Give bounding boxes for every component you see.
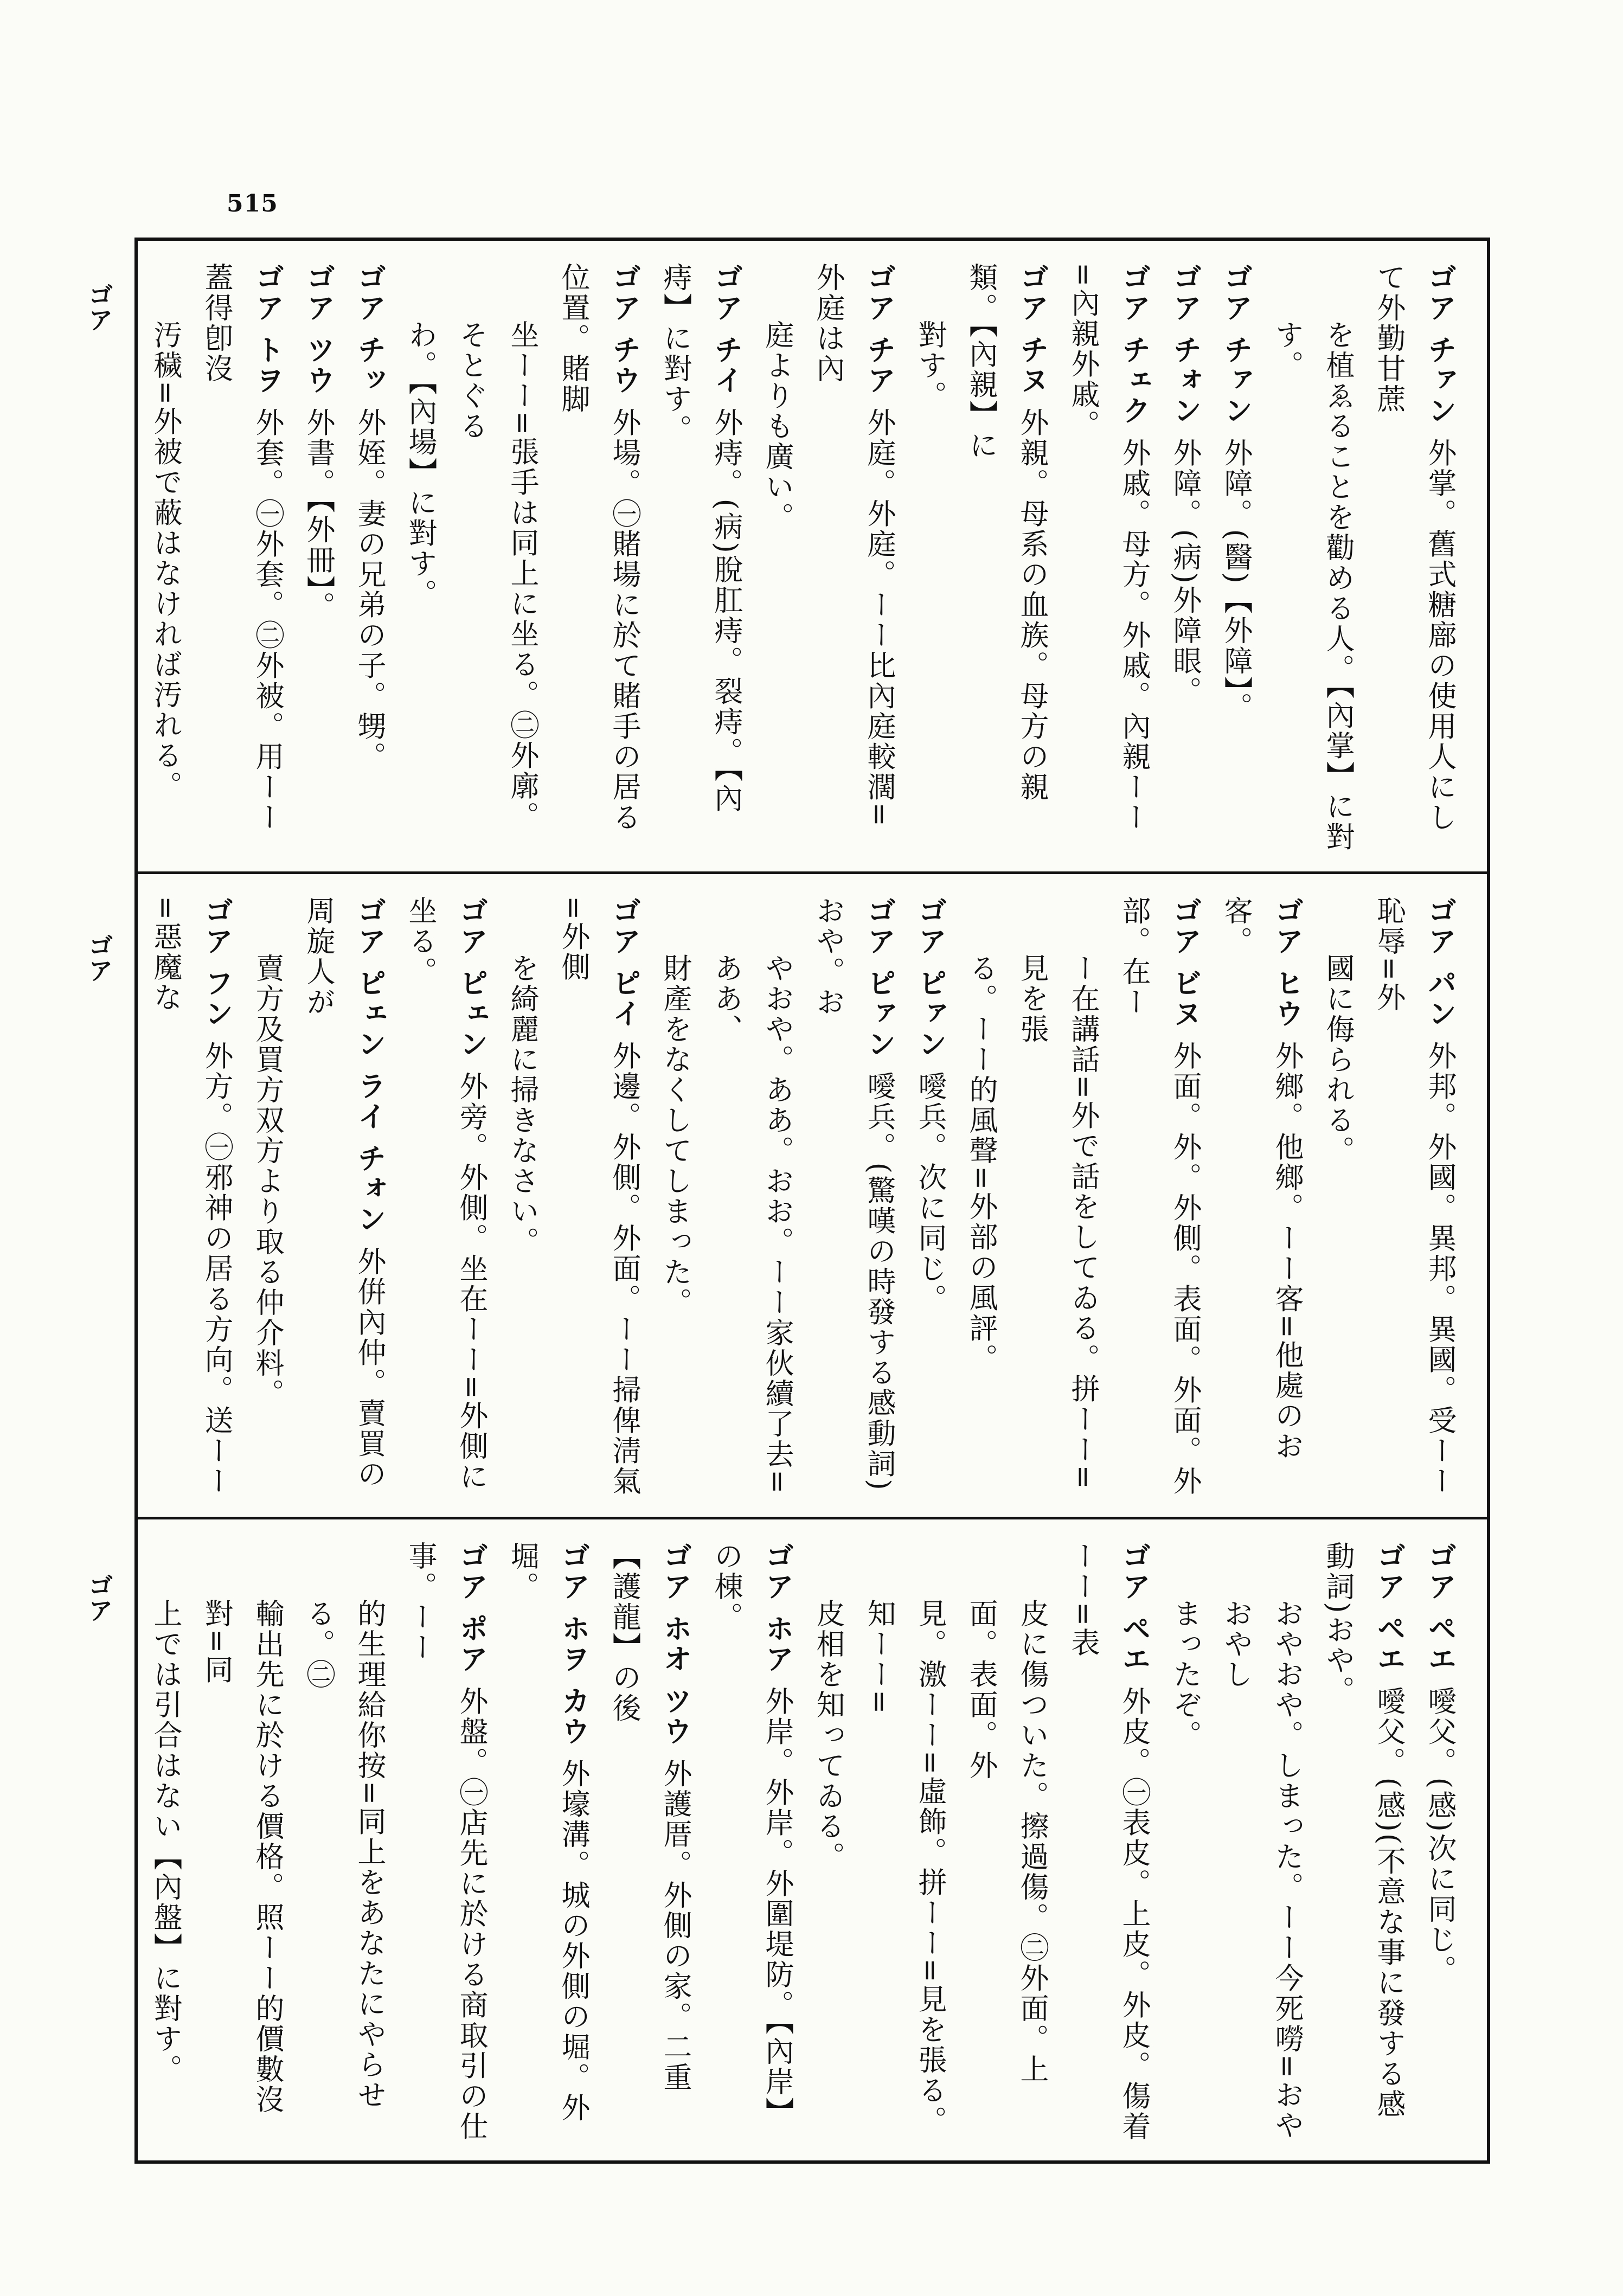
entry-definition: まったぞ。 — [1169, 1599, 1202, 1750]
entry-continuation-line — [904, 262, 955, 855]
entry-continuation-line — [395, 262, 446, 855]
entry-continuation-line — [1210, 1541, 1312, 2144]
dictionary-entry — [1363, 896, 1465, 1500]
dictionary-entry — [1159, 262, 1210, 855]
entry-definition: 外障。(病)外障眼。 — [1169, 438, 1202, 707]
entry-definition: 噯父。(感)(不意な事に發する感動詞)おや。 — [1322, 1541, 1406, 2120]
entry-continuation-line — [1006, 896, 1108, 1500]
dictionary-entry — [293, 262, 344, 855]
entry-continuation-line — [140, 262, 191, 855]
entry-definition: ー在講話=外で話をしてゐる。拼ーー=見を張 — [1016, 953, 1100, 1491]
entry-definition: 外旁。外側。坐在ーー=外側に坐る。 — [404, 896, 488, 1492]
page-frame — [134, 238, 1490, 2164]
entry-headword: ゴア チォン — [1169, 262, 1202, 426]
entry-definition: わ。【內場】に對す。 — [404, 320, 437, 610]
section-top — [138, 241, 1487, 874]
entry-definition: 噯兵。次に同じ。 — [914, 1071, 947, 1314]
dictionary-entry — [803, 896, 904, 1500]
dictionary-entry — [395, 1541, 497, 2144]
dictionary-entry — [140, 896, 242, 1500]
entry-definition: 外親。母系の血族。母方の親類。【內親】に — [965, 262, 1049, 803]
entry-headword: ゴア ツウ — [302, 262, 335, 396]
entry-continuation-line — [138, 896, 140, 1500]
dictionary-entry — [293, 896, 395, 1500]
dictionary-entry — [1210, 896, 1312, 1500]
dictionary-entry — [138, 1541, 140, 2144]
entry-definition: 汚穢=外被で蔽はなければ汚れる。 — [149, 320, 182, 801]
entry-definition: 賣方及買方双方より取る仲介料。 — [251, 953, 284, 1409]
entry-headword: ゴア ピイ — [608, 896, 641, 1029]
entry-headword: ゴア パン — [1423, 896, 1457, 1029]
entry-headword: ゴア ホア — [761, 1541, 794, 1675]
dictionary-entry — [1057, 262, 1159, 855]
entry-headword: ゴア チェク — [1118, 262, 1151, 426]
entry-continuation-line — [191, 1541, 293, 2144]
entry-definition: 外障。(醫)【外障】。 — [1220, 438, 1253, 723]
entry-definition: 外戚。母方。外戚。內親ーー=內親外戚。 — [1067, 262, 1151, 833]
entries-top — [138, 262, 1465, 855]
entry-definition: 外倂內仲。賣買の周旋人が — [302, 896, 386, 1490]
section-middle — [138, 874, 1487, 1519]
dictionary-entry — [548, 262, 650, 855]
entry-continuation-line — [140, 1541, 191, 2144]
entry-definition: 外邊。外側。外面。ーー掃俾淸氣=外側 — [557, 896, 641, 1497]
entry-definition: を植ゑることを勸める人。【內掌】に對す。 — [1271, 320, 1355, 852]
entry-definition: 見。激ーー=虛飾。拼ーー=見を張る。知ーー= — [863, 1599, 947, 2136]
entry-continuation-line — [293, 1541, 395, 2144]
entry-definition: 皮に傷ついた。擦過傷。㊁外面。上面。表面。外 — [965, 1599, 1049, 2085]
entry-definition: 外場。㊀賭場に於て賭手の居る位置。賭脚 — [557, 262, 641, 833]
margin-header-middle: ゴア — [85, 933, 114, 983]
entry-continuation-line — [752, 262, 803, 855]
entry-continuation-line — [854, 1541, 955, 2144]
dictionary-entry — [955, 262, 1057, 855]
entry-definition: 外套。㊀外套。㊁外被。用ーー蓋得卽沒 — [200, 262, 284, 833]
entry-definition: おやおや。しまった。ーー今死嘮=おやおやし — [1220, 1599, 1304, 2141]
entry-headword: ゴア ピェン ライ チォン — [353, 896, 386, 1235]
entry-definition: 對す。 — [914, 320, 947, 411]
dictionary-entry — [1312, 1541, 1414, 2144]
entry-headword: ゴア フン — [200, 896, 233, 1029]
entry-definition: 外書。【外冊】。 — [302, 407, 335, 622]
entry-definition: 外掌。舊式糖廍の使用人にして外勤甘蔗 — [1372, 262, 1457, 833]
dictionary-entry — [395, 896, 497, 1500]
entry-definition: 噯父。(感)次に同じ。 — [1423, 1686, 1457, 1985]
entry-definition: 外方。㊀邪神の居る方向。送ーー=惡魔な — [149, 896, 233, 1497]
dictionary-entry — [701, 1541, 803, 2144]
entry-definition: 庭よりも廣い。 — [761, 320, 794, 533]
entry-definition: 的生理給你按=同上をあなたにやらせる。㊁ — [302, 1599, 386, 2111]
entry-headword: ゴア ピェン — [455, 896, 488, 1060]
entry-definition: 外皮。㊀表皮。上皮。外皮。傷着ーー=表 — [1067, 1541, 1151, 2142]
entry-headword: ゴア ヒウ — [1271, 896, 1304, 1029]
entry-definition: 外鄉。他鄉。ーー客=他處のお客。 — [1220, 896, 1304, 1461]
entry-definition: 國に侮られる。 — [1322, 953, 1355, 1166]
entry-continuation-line — [242, 896, 293, 1500]
dictionary-entry — [1210, 262, 1261, 855]
entry-definition: 外護厝。外側の家。二重【護龍】の後 — [608, 1541, 692, 2093]
entry-continuation-line — [1312, 896, 1363, 1500]
entry-definition: やおや。ああ。おお。ーー家伙續了去=ああ、 — [710, 953, 794, 1496]
dictionary-entry — [548, 896, 650, 1500]
dictionary-entry — [650, 262, 752, 855]
page-number: 515 — [227, 190, 278, 217]
section-bottom — [138, 1519, 1487, 2160]
dictionary-entry — [497, 1541, 599, 2144]
entry-headword: ゴア ホヲ カウ — [557, 1541, 590, 1747]
entry-continuation-line — [497, 896, 548, 1500]
entry-definition: を綺麗に掃きなさい。 — [506, 953, 539, 1257]
entry-headword: ゴア チイ — [710, 262, 743, 396]
entry-definition: 外庭。外庭。ーー比內庭較濶=外庭は內 — [812, 262, 896, 828]
dictionary-entry — [599, 1541, 701, 2144]
entries-bottom — [138, 1541, 1465, 2144]
dictionary-entry — [1057, 1541, 1159, 2144]
entry-definition: 皮相を知ってゐる。 — [812, 1599, 845, 1872]
entry-headword: ゴア ペエ — [1372, 1541, 1406, 1675]
entry-definition: 外盤。㊀店先に於ける商取引の仕事。ーー — [404, 1541, 488, 2142]
dictionary-entry — [191, 262, 293, 855]
entry-definition: 外岸。外岸。外圍堤防。【內岸】の棟。 — [710, 1541, 794, 2127]
dictionary-entry — [803, 262, 904, 855]
entry-definition: 財產をなくしてしまった。 — [659, 953, 692, 1318]
entry-headword: ゴア ビヌ — [1169, 896, 1202, 1029]
entry-continuation-line — [803, 1541, 854, 2144]
entry-definition: 外面。外。外側。表面。外面。外部。在ー — [1118, 896, 1202, 1497]
entry-headword: ゴア ピァン — [863, 896, 896, 1060]
entry-definition: る。ーー的風聲=外部の風評。 — [965, 953, 998, 1374]
entry-headword: ゴア チッ — [353, 262, 386, 396]
entry-definition: 坐ーー=張手は同上に坐る。㊁外廓。そとぐる — [455, 320, 539, 832]
dictionary-entry — [1414, 1541, 1465, 2144]
dictionary-entry — [344, 262, 395, 855]
entry-continuation-line — [650, 896, 701, 1500]
entry-headword: ゴア ポア — [455, 1541, 488, 1675]
entry-definition: 外姪。妻の兄弟の子。甥。 — [353, 407, 386, 772]
entry-continuation-line — [1261, 262, 1363, 855]
entry-continuation-line — [955, 1541, 1057, 2144]
margin-header-bottom: ゴア — [85, 1573, 114, 1622]
dictionary-entry — [1363, 262, 1465, 855]
entry-definition: 外壕溝。城の外側の堀。外堀。 — [506, 1541, 590, 2123]
entry-headword: ゴア チア — [863, 262, 896, 396]
entry-headword: ゴア チヌ — [1016, 262, 1049, 396]
entry-continuation-line — [446, 262, 548, 855]
entry-headword: ゴア ホオ ツウ — [659, 1541, 692, 1747]
margin-header-top: ゴア — [85, 282, 114, 332]
entry-headword: ゴア トヲ — [251, 262, 284, 396]
entry-definition: 外邦。外國。異邦。異國。受ーー恥辱=外 — [1372, 896, 1457, 1497]
dictionary-entry — [138, 262, 140, 855]
entry-definition: 噯兵。(驚嘆の時發する感動詞)おや。お — [812, 896, 896, 1492]
entry-headword: ゴア チァン — [1220, 262, 1253, 426]
dictionary-entry — [904, 896, 955, 1500]
entry-definition: 外痔。(病)脫肛痔。裂痔。【內痔】に對す。 — [659, 262, 743, 814]
entry-continuation-line — [1159, 1541, 1210, 2144]
entry-headword: ゴア ピァン — [914, 896, 947, 1060]
entry-headword: ゴア チウ — [608, 262, 641, 396]
entry-headword: ゴア チァン — [1423, 262, 1457, 426]
entry-continuation-line — [955, 896, 1006, 1500]
entry-definition: 上では引合はない【內盤】に對す。 — [149, 1599, 182, 2085]
entry-headword: ゴア ペエ — [1423, 1541, 1457, 1675]
entries-middle — [138, 896, 1465, 1500]
entry-definition: 輸出先に於ける價格。照ーー的價數沒對=同 — [200, 1599, 284, 2115]
entry-continuation-line — [701, 896, 803, 1500]
entry-headword: ゴア ペエ — [1118, 1541, 1151, 1675]
dictionary-entry — [1108, 896, 1210, 1500]
